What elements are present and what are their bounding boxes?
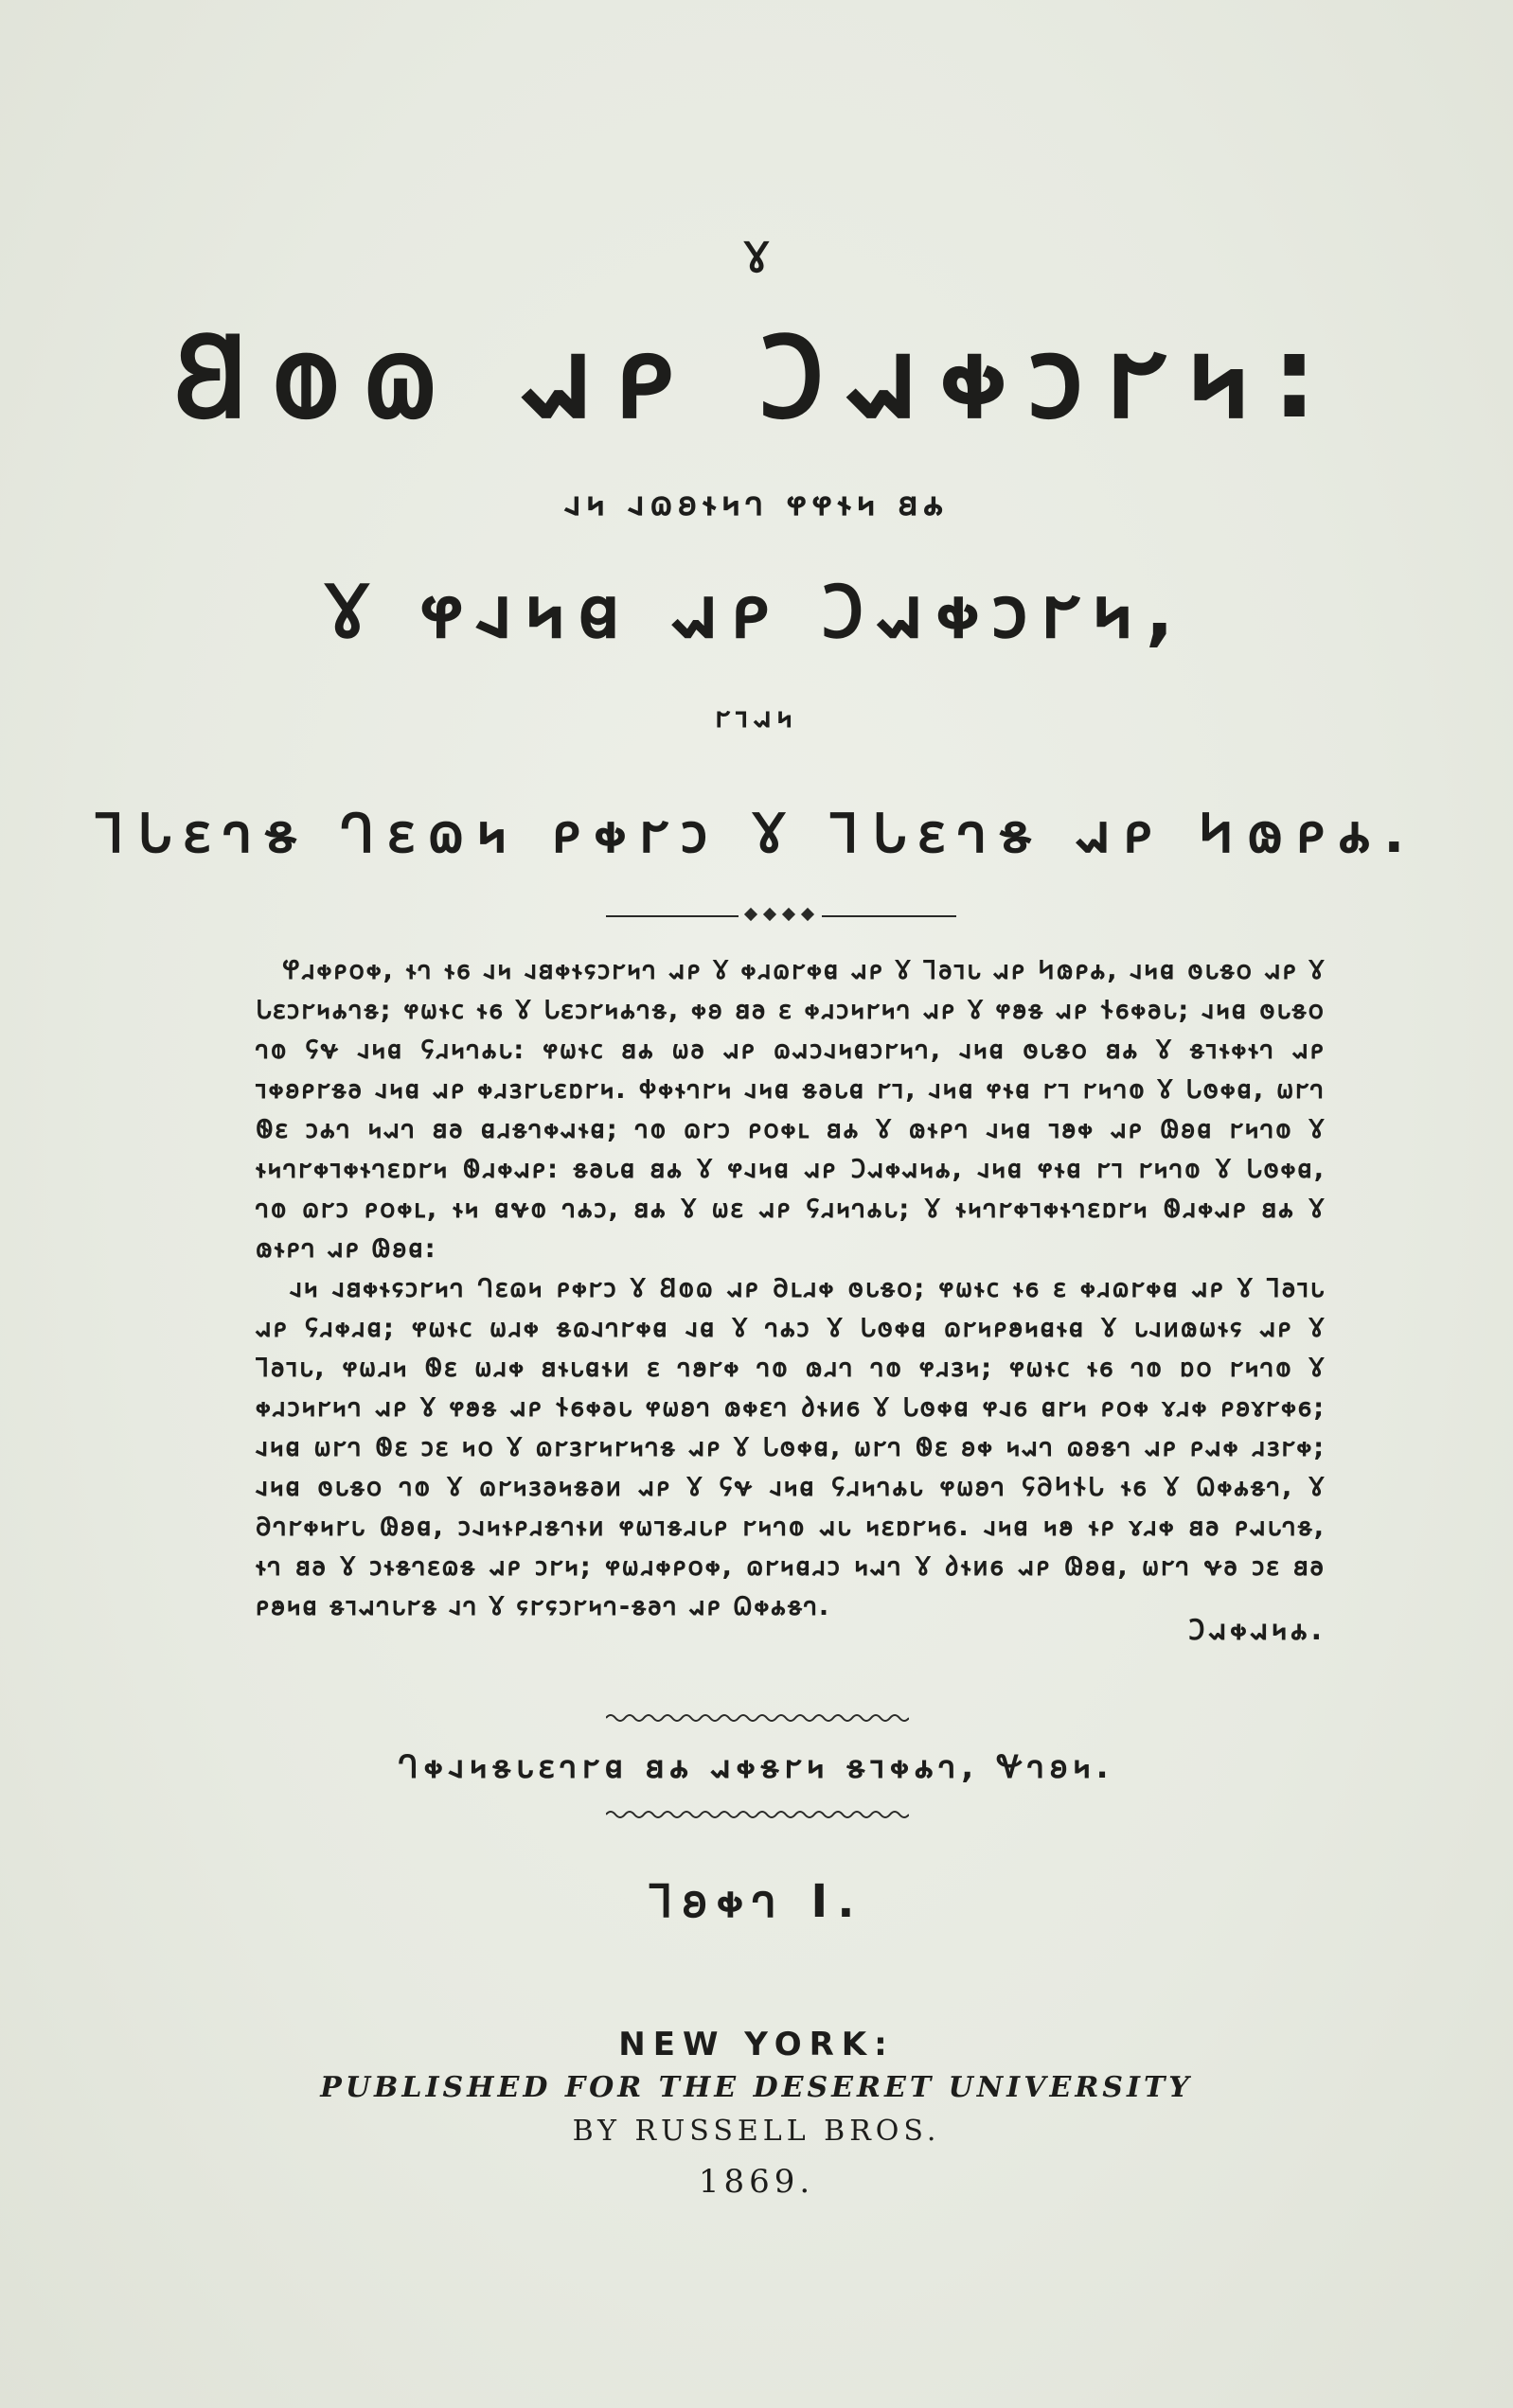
subtitle-line-4: 𐐑𐐢𐐩𐐻𐑅 𐐓𐐩𐐿𐑌 𐑁𐑉𐐲𐑋 𐐜 𐐑𐐢𐐩𐐻𐑅 𐐱𐑁 𐐤𐑀𐑁𐐴. [95, 801, 1418, 865]
diamond-ornament-icon [744, 908, 757, 921]
diamond-ornament-icon [782, 908, 795, 921]
volume-label: 𐐑𐐪𐑉𐐻 I. [649, 1875, 864, 1928]
subtitle-line-2: 𐐜 𐐸𐐰𐑌𐐼 𐐱𐑁 𐐣𐐱𐑉𐑋𐐲𐑌, [326, 570, 1187, 655]
rule-left-line [606, 915, 739, 917]
body-text [256, 951, 1326, 1627]
subtitle-line-3: 𐐲𐐹𐐱𐑌 [715, 701, 798, 735]
subtitle-line-1: 𐐰𐑌 𐐰𐐿𐐪𐐮𐑌𐐻 𐐸𐐸𐐮𐑌 𐐺𐐴 [563, 485, 950, 523]
translation-credit: 𐐓𐑉𐐰𐑌𐑅𐑊𐐩𐐻𐐲𐐼 𐐺𐐴 𐐱𐑉𐑅𐐲𐑌 𐑅𐐹𐑉𐐴𐐻, 𐐏𐐻𐐪𐑌. [399, 1748, 1114, 1786]
body-paragraph-2: 𐐰𐑌 𐐰𐐺𐑉𐐮𐐾𐑋𐐲𐑌𐐻 𐐓𐐩𐐿𐑌 𐑁𐑉𐐲𐑋 𐐜 𐐒𐐭𐐿 𐐱𐑁 𐐀𐑃𐐯𐑉 𐐫𐑊𐑅𐐬; 𐐸𐐶𐐮𐐽 𐐮𐑆 𐐩 𐑉𐐯𐐿𐐲𐑉𐐼 𐐱𐑁 𐐜 𐐑𐐨𐐹𐑊 𐐱𐑁 𐐖𐐯𐑉𐐯𐐼; 𐐸𐐶𐐮𐐽 𐐶𐐯𐑉 𐑅𐐿𐐰𐐻𐐲𐑉𐐼 𐐰𐐼 𐐜 𐐻𐐴𐑋 𐐜 𐐢𐐫𐑉𐐼 𐐿𐐲𐑌𐑁𐐵𐑌𐐼𐐮𐐼 𐐜 𐑊𐐰𐑍𐑀𐐶𐐮𐐾 𐐱𐑁 𐐜 𐐑𐐨𐐹𐑊, 𐐸𐐶𐐯𐑌 𐐧𐐩 𐐶𐐯𐑉 𐐺𐐮𐑊𐐼𐐮𐑍 𐐩 𐐻𐐵𐐲𐑉 𐐻𐐭 𐑀𐐯𐐻 𐐻𐐭 𐐸𐐯𐑂𐑌; 𐐸𐐶𐐮𐐽 𐐮𐑆 𐐻𐐭 𐑇𐐬 𐐲𐑌𐐻𐐭 𐐜 𐑉𐐯𐑋𐑌𐐲𐑌𐐻 𐐱𐑁 𐐜 𐐸𐐵𐑅 𐐱𐑁 𐐆𐑆𐑉𐐨𐑊 𐐸𐐶𐐪𐐻 𐑀𐑉𐐩𐐻 𐑔𐐮𐑍𐑆 𐐜 𐐢𐐫𐑉𐐼 𐐸𐐰𐑆 𐐼𐐲𐑌 𐑁𐐬𐑉 𐑄𐐯𐑉 𐑁𐐪𐑄𐐲𐑉𐑆; 𐐰𐑌𐐼 𐐶𐐲𐐻 𐐧𐐩 𐑋𐐩 𐑌𐐬 𐐜 𐐿𐐲𐑂𐐲𐑌𐐲𐑌𐐻𐑅 𐐱𐑁 𐐜 𐐢𐐫𐑉𐐼, 𐐶𐐲𐐻 𐐧𐐩 𐐪𐑉 𐑌𐐱𐐻 𐐿𐐪𐑅𐐻 𐐱𐑁 𐑁𐐱𐑉 𐐯𐑂𐐲𐑉; 𐐰𐑌𐐼 𐐫𐑊𐑅𐐬 𐐻𐐭 𐐜 𐐿𐐲𐑌𐑂𐐨𐑌𐑅𐐨𐑍 𐐱𐑁 𐐜 𐐖𐐷 𐐰𐑌𐐼 𐐖𐐯𐑌𐐻𐐴𐑊 𐐸𐐶𐐪𐐻 𐐖𐐀𐐤𐐆𐐢 𐐮𐑆 𐐜 𐐗𐑉𐐴𐑅𐐻, 𐐜 𐐀𐐻𐐲𐑉𐑌𐐲𐑊 𐐘𐐪𐐼, 𐑋𐐰𐑌𐐮𐑁𐐯𐑅𐐻𐐮𐑍 𐐸𐐶𐐹𐑅𐐯𐑊𐑁 𐐲𐑌𐐻𐐭 𐐱𐑊 𐑌𐐩𐑇𐐲𐑌𐑆. 𐐰𐑌𐐼 𐑌𐐵 𐐮𐑁 𐑄𐐯𐑉 𐐺𐐨 𐑁𐐱𐑊𐐻𐑅, 𐐮𐐻 𐐺𐐨 𐐜 𐑋𐐮𐑅𐐻𐐩𐐿𐑅 𐐱𐑁 𐑋𐐲𐑌; 𐐸𐐶𐐯𐑉𐑁𐐬𐑉, 𐐿𐐲𐑌𐐼𐐯𐑋 𐑌𐐱𐐻 𐐜 𐑔𐐮𐑍𐑆 𐐱𐑁 𐐘𐐪𐐼, 𐐶𐐲𐐻 𐐷𐐨 𐑋𐐩 𐐺𐐨 𐑁𐐵𐑌𐐼 𐑅𐐹𐐱𐐻𐑊𐐲𐑅 𐐰𐐻 𐐜 𐐾𐐲𐐾𐑋𐐲𐑌𐐻-𐑅𐐨𐐻 𐐱𐑁 𐐗𐑉𐐴𐑅𐐻. [256, 1274, 1326, 1621]
diamond-ornament-icon [801, 908, 814, 921]
main-title: 𐐒𐐭𐐿 𐐱𐑁 𐐣𐐱𐑉𐑋𐐲𐑌: [172, 312, 1341, 444]
published-for-line: PUBLISHED FOR THE DESERET UNIVERSITY [320, 2071, 1193, 2104]
publication-year: 1869. [698, 2163, 815, 2201]
wavy-rule-top [606, 1711, 909, 1725]
wavy-rule-bottom [606, 1808, 909, 1821]
diamond-ornament-icon [763, 908, 776, 921]
title-article: 𐐜 [744, 234, 769, 282]
signature-moroni: 𐐣𐐱𐑉𐐱𐑌𐐴. [1188, 1614, 1326, 1647]
ornamental-rule [606, 914, 956, 918]
city-label: NEW YORK: [618, 2026, 895, 2063]
rule-right-line [822, 915, 956, 917]
body-paragraph-1: 𐐐𐐯𐑉𐑁𐐬𐑉, 𐐮𐐻 𐐮𐑆 𐐰𐑌 𐐰𐐺𐑉𐐮𐐾𐑋𐐲𐑌𐐻 𐐱𐑁 𐐜 𐑉𐐯𐐿𐐲𐑉𐐼 𐐱𐑁 𐐜 𐐑𐐨𐐹𐑊 𐐱𐑁 𐐤𐑀𐑁𐐴, 𐐰𐑌𐐼 𐐫𐑊𐑅𐐬 𐐱𐑁 𐐜 𐐢𐐩𐑋𐐲𐑌𐐴𐐻𐑅; 𐐸𐐶𐐮𐐽 𐐮𐑆 𐐜 𐐢𐐩𐑋𐐲𐑌𐐴𐐻𐑅, 𐑉𐐪 𐐺𐐨 𐐩 𐑉𐐯𐑋𐑌𐐲𐑌𐐻 𐐱𐑁 𐐜 𐐸𐐵𐑅 𐐱𐑁 𐐆𐑆𐑉𐐨𐑊; 𐐰𐑌𐐼 𐐫𐑊𐑅𐐬 𐐻𐐭 𐐖𐐷 𐐰𐑌𐐼 𐐖𐐯𐑌𐐻𐐴𐑊: 𐐸𐐶𐐮𐐽 𐐺𐐴 𐐶𐐨 𐐱𐑁 𐐿𐐱𐑋𐐰𐑌𐐼𐑋𐐲𐑌𐐻, 𐐰𐑌𐐼 𐐫𐑊𐑅𐐬 𐐺𐐴 𐐜 𐑅𐐹𐐮𐑉𐐮𐐻 𐐱𐑁 𐐹𐑉𐐪𐑁𐐲𐑅𐐨 𐐰𐑌𐐼 𐐱𐑁 𐑉𐐯𐑂𐐲𐑊𐐩𐑇𐐲𐑌. 𐐡𐑉𐐮𐐻𐐲𐑌 𐐰𐑌𐐼 𐑅𐐨𐑊𐐼 𐐲𐐹, 𐐰𐑌𐐼 𐐸𐐮𐐼 𐐲𐐹 𐐲𐑌𐐻𐐭 𐐜 𐐢𐐫𐑉𐐼, 𐐶𐐲𐐻 𐐧𐐩 𐑋𐐴𐐻 𐑌𐐱𐐻 𐐺𐐨 𐐼𐐯𐑅𐐻𐑉𐐱𐐮𐐼; 𐐻𐐭 𐐿𐐲𐑋 𐑁𐐬𐑉𐑃 𐐺𐐴 𐐜 𐑀𐐮𐑁𐐻 𐐰𐑌𐐼 𐐹𐐵𐑉 𐐱𐑁 𐐘𐐪𐐼 𐐲𐑌𐐻𐐭 𐐜 𐐮𐑌𐐻𐐲𐑉𐐹𐑉𐐮𐐻𐐩𐑇𐐲𐑌 𐐧𐐯𐑉𐐱𐑁: 𐑅𐐨𐑊𐐼 𐐺𐐴 𐐜 𐐸𐐰𐑌𐐼 𐐱𐑁 𐐣𐐱𐑉𐐱𐑌𐐴, 𐐰𐑌𐐼 𐐸𐐮𐐼 𐐲𐐹 𐐲𐑌𐐻𐐭 𐐜 𐐢𐐫𐑉𐐼, 𐐻𐐭 𐐿𐐲𐑋 𐑁𐐬𐑉𐑃, 𐐮𐑌 𐐼𐐷𐐭 𐐻𐐴𐑋, 𐐺𐐴 𐐜 𐐶𐐩 𐐱𐑁 𐐖𐐯𐑌𐐻𐐴𐑊; 𐐜 𐐮𐑌𐐻𐐲𐑉𐐹𐑉𐐮𐐻𐐩𐑇𐐲𐑌 𐐧𐐯𐑉𐐱𐑁 𐐺𐐴 𐐜 𐑀𐐮𐑁𐐻 𐐱𐑁 𐐘𐐪𐐼: [256, 956, 1326, 1264]
printer-line: BY RUSSELL BROS. [572, 2115, 941, 2148]
